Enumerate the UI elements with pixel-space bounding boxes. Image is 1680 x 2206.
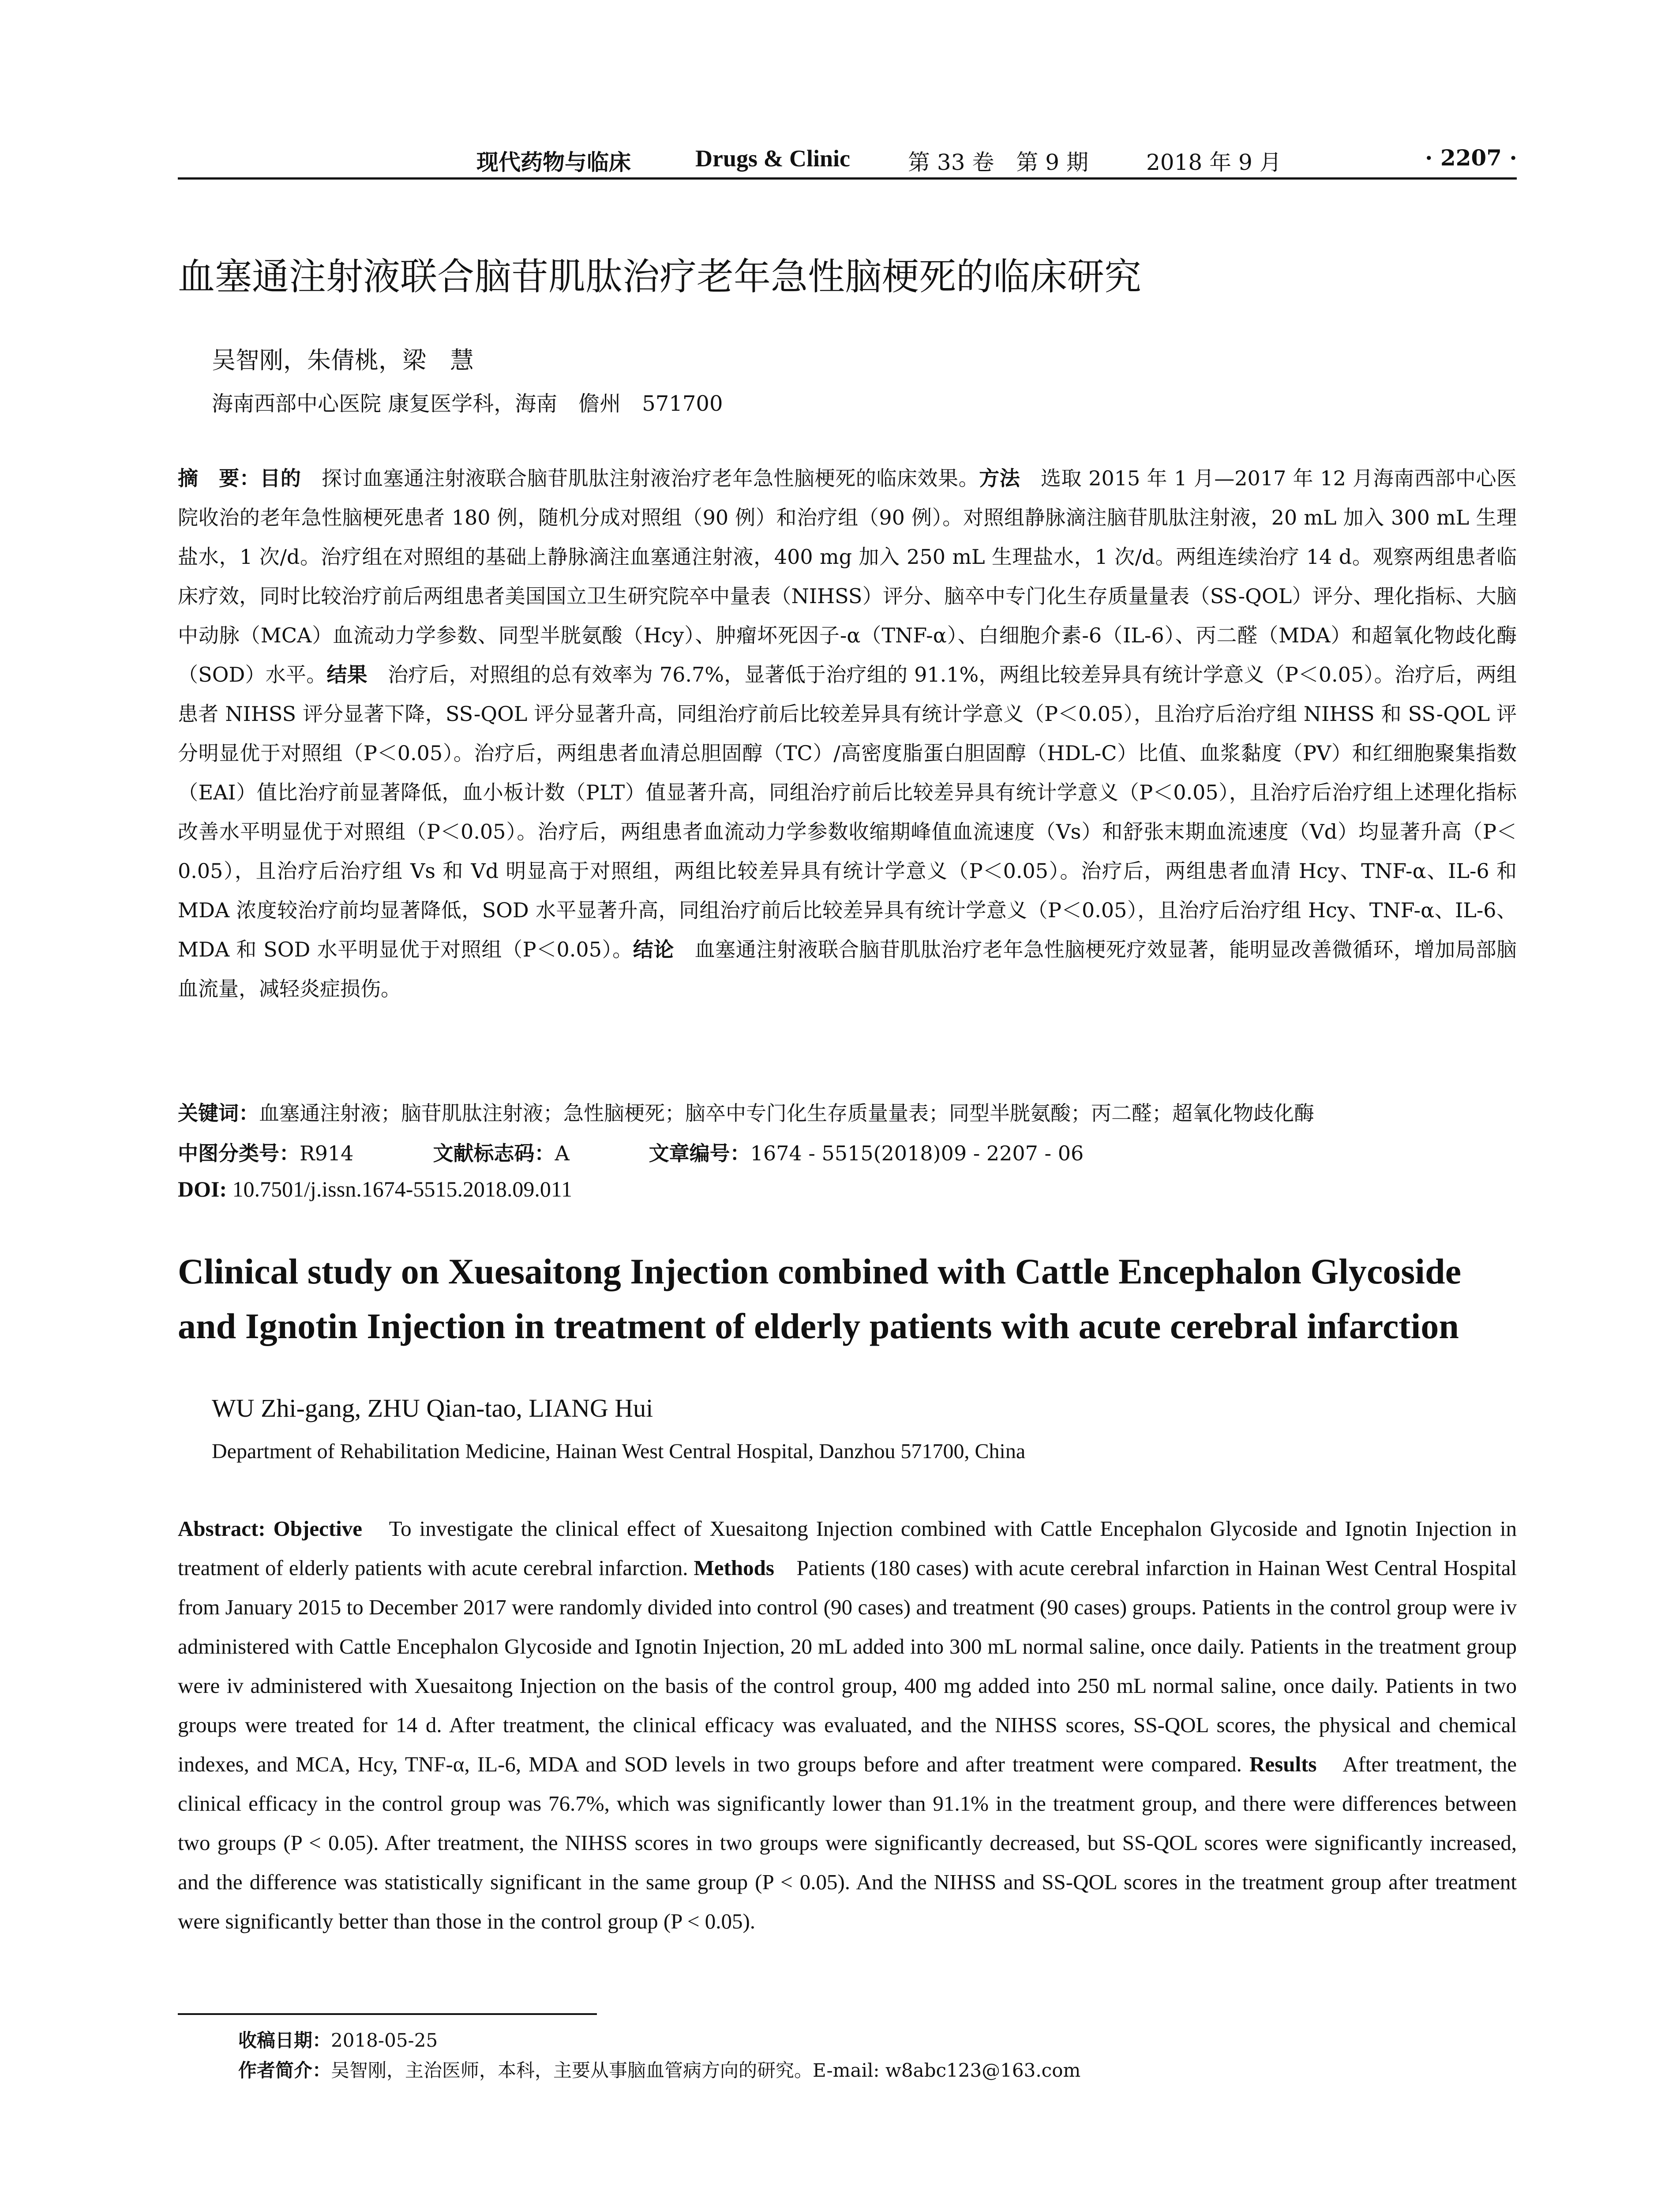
- footnote-rule: [178, 2013, 597, 2015]
- affiliation-cn: 海南西部中心医院 康复医学科，海南 儋州 571700: [212, 391, 723, 416]
- doccode-label: 文献标志码：: [433, 1141, 555, 1165]
- author-bio: [238, 2056, 1080, 2082]
- article-no-label: 文章编号：: [649, 1141, 750, 1165]
- objective-text-cn: 探讨血塞通注射液联合脑苷肌肽注射液治疗老年急性脑梗死的临床效果。: [301, 466, 979, 490]
- volume-issue: 第 33 卷 第 9 期: [908, 150, 1089, 175]
- affiliation-en: Department of Rehabilitation Medicine, Hainan West Central Hospital, Danzhou 571700, China: [212, 1440, 1026, 1463]
- keywords-label-cn: 关键词：: [178, 1101, 259, 1125]
- doccode-value: A: [555, 1141, 570, 1165]
- keywords-value-cn: 血塞通注射液；脑苷肌肽注射液；急性脑梗死；脑卒中专门化生存质量量表；同型半胱氨酸；丙二醛；超氧化物歧化酶: [259, 1101, 1314, 1125]
- conclusion-text-cn: 血塞通注射液联合脑苷肌肽治疗老年急性脑梗死疗效显著，能明显改善微循环，增加局部脑血流量，减轻炎症损伤。: [178, 938, 1517, 1001]
- authors-en: WU Zhi-gang, ZHU Qian-tao, LIANG Hui: [212, 1394, 653, 1422]
- author-bio-value: 吴智刚，主治医师，本科，主要从事脑血管病方向的研究。E-mail: w8abc123@163.com: [331, 2060, 1081, 2081]
- class-value: R914: [300, 1141, 354, 1165]
- abstract-label-cn: 摘 要：: [178, 466, 260, 490]
- received-date: [238, 2026, 438, 2052]
- author-bio-label: 作者简介：: [238, 2060, 331, 2081]
- objective-label-en: Abstract: Objective: [178, 1516, 363, 1541]
- journal-name-en: Drugs & Clinic: [695, 145, 850, 172]
- methods-text-cn: 选取 2015 年 1 月—2017 年 12 月海南西部中心医院收治的老年急性脑梗死患者 180 例，随机分成对照组（90 例）和治疗组（90 例）。对照组静脉滴注脑苷肌肽注射液，20 mL 加入 300 mL 生理盐水，1 次/d。治疗组在对照组的基础上静脉滴注血塞通注射液，400 mg 加入 250 mL 生理盐水，1 次/d。两组连续治疗 14 d。观察两组患者临床疗效，同时比较治疗前后两组患者美国国立卫生研究院卒中量表（NIHSS）评分、脑卒中专门化生存质量量表（SS-QOL）评分、理化指标、大脑中动脉（MCA）血流动力学参数、同型半胱氨酸（Hcy）、肿瘤坏死因子-α（TNF-α）、白细胞介素-6（IL-6）、丙二醛（MDA）和超氧化物歧化酶（SOD）水平。: [178, 466, 1517, 687]
- received-value: 2018-05-25: [331, 2030, 438, 2051]
- journal-name-cn: 现代药物与临床: [476, 149, 631, 175]
- article-title-en: Clinical study on Xuesaitong Injection combined with Cattle Encephalon Glycoside and Ignotin Injection in treatment of elderly patients with acute cerebral infarction: [178, 1251, 1461, 1346]
- results-label-cn: 结果: [326, 663, 368, 687]
- article-no-value: 1674 - 5515(2018)09 - 2207 - 06: [750, 1141, 1084, 1165]
- header-rule: [178, 177, 1517, 180]
- article-title-cn: 血塞通注射液联合脑苷肌肽治疗老年急性脑梗死的临床研究: [178, 255, 1142, 298]
- results-label-en: Results: [1249, 1752, 1317, 1776]
- class-label: 中图分类号：: [178, 1141, 300, 1165]
- abstract-cn: [178, 459, 1517, 1085]
- issue-date: 2018 年 9 月: [1146, 150, 1282, 175]
- objective-text-en: To investigate the clinical effect of Xuesaitong Injection combined with Cattle Encephalon Glycoside and Ignotin Injection in treatment of elderly patients with acute cerebral infarction.: [178, 1516, 1517, 1580]
- authors-cn: 吴智刚，朱倩桃，梁 慧: [212, 346, 474, 374]
- methods-label-en: Methods: [694, 1556, 774, 1580]
- keywords-cn: [178, 1097, 1517, 1126]
- methods-label-cn: 方法: [979, 466, 1020, 490]
- doi-line: [178, 1176, 572, 1202]
- results-text-cn: 治疗后，对照组的总有效率为 76.7%，显著低于治疗组的 91.1%，两组比较差异具有统计学意义（P＜0.05）。治疗后，两组患者 NIHSS 评分显著下降，SS-QOL 评分显著升高，同组治疗前后比较差异具有统计学意义（P＜0.05），且治疗后治疗组 NIHSS 和 SS-QOL 评分明显优于对照组（P＜0.05）。治疗后，两组患者血清总胆固醇（TC）/高密度脂蛋白胆固醇（HDL-C）比值、血浆黏度（PV）和红细胞聚集指数（EAI）值比治疗前显著降低，血小板计数（PLT）值显著升高，同组治疗前后比较差异具有统计学意义（P＜0.05），且治疗后治疗组上述理化指标改善水平明显优于对照组（P＜0.05）。治疗后，两组患者血流动力学参数收缩期峰值血流速度（Vs）和舒张末期血流速度（Vd）均显著升高（P＜0.05），且治疗后治疗组 Vs 和 Vd 明显高于对照组，两组比较差异具有统计学意义（P＜0.05）。治疗后，两组患者血清 Hcy、TNF-α、IL-6 和 MDA 浓度较治疗前均显著降低，SOD 水平显著升高，同组治疗前后比较差异具有统计学意义（P＜0.05），且治疗后治疗组 Hcy、TNF-α、IL-6、MDA 和 SOD 水平明显优于对照组（P＜0.05）。: [178, 663, 1517, 961]
- methods-text-en: Patients (180 cases) with acute cerebral infarction in Hainan West Central Hospital from January 2015 to December 2017 were randomly divided into control (90 cases) and treatment (90 cases) groups. Patients in the control group were iv administered with Cattle Encephalon Glycoside and Ignotin Injection, 20 mL added into 300 mL normal saline, once daily. Patients in the treatment group were iv administered with Xuesaitong Injection on the basis of the control group, 400 mg added into 250 mL normal saline, once daily. Patients in two groups were treated for 14 d. After treatment, the clinical efficacy was evaluated, and the NIHSS scores, SS-QOL scores, the physical and chemical indexes, and MCA, Hcy, TNF-α, IL-6, MDA and SOD levels in two groups before and after treatment were compared.: [178, 1556, 1517, 1776]
- received-label: 收稿日期：: [238, 2030, 331, 2051]
- abstract-en: [178, 1509, 1517, 1941]
- page-number: · 2207 ·: [1425, 145, 1517, 171]
- objective-label-cn: 目的: [260, 466, 301, 490]
- results-text-en: After treatment, the clinical efficacy in the control group was 76.7%, which was significantly lower than 91.1% in the treatment group, and there were differences between two groups (P < 0.05). After treatment, the NIHSS scores in two groups were significantly decreased, but SS-QOL scores were significantly increased, and the difference was statistically significant in the same group (P < 0.05). And the NIHSS and SS-QOL scores in the treatment group after treatment were significantly better than those in the control group (P < 0.05).: [178, 1752, 1517, 1933]
- classification-line: [178, 1137, 1084, 1167]
- doi-label: DOI:: [178, 1177, 227, 1201]
- conclusion-label-cn: 结论: [633, 938, 674, 961]
- doi-value: 10.7501/j.issn.1674-5515.2018.09.011: [227, 1177, 572, 1201]
